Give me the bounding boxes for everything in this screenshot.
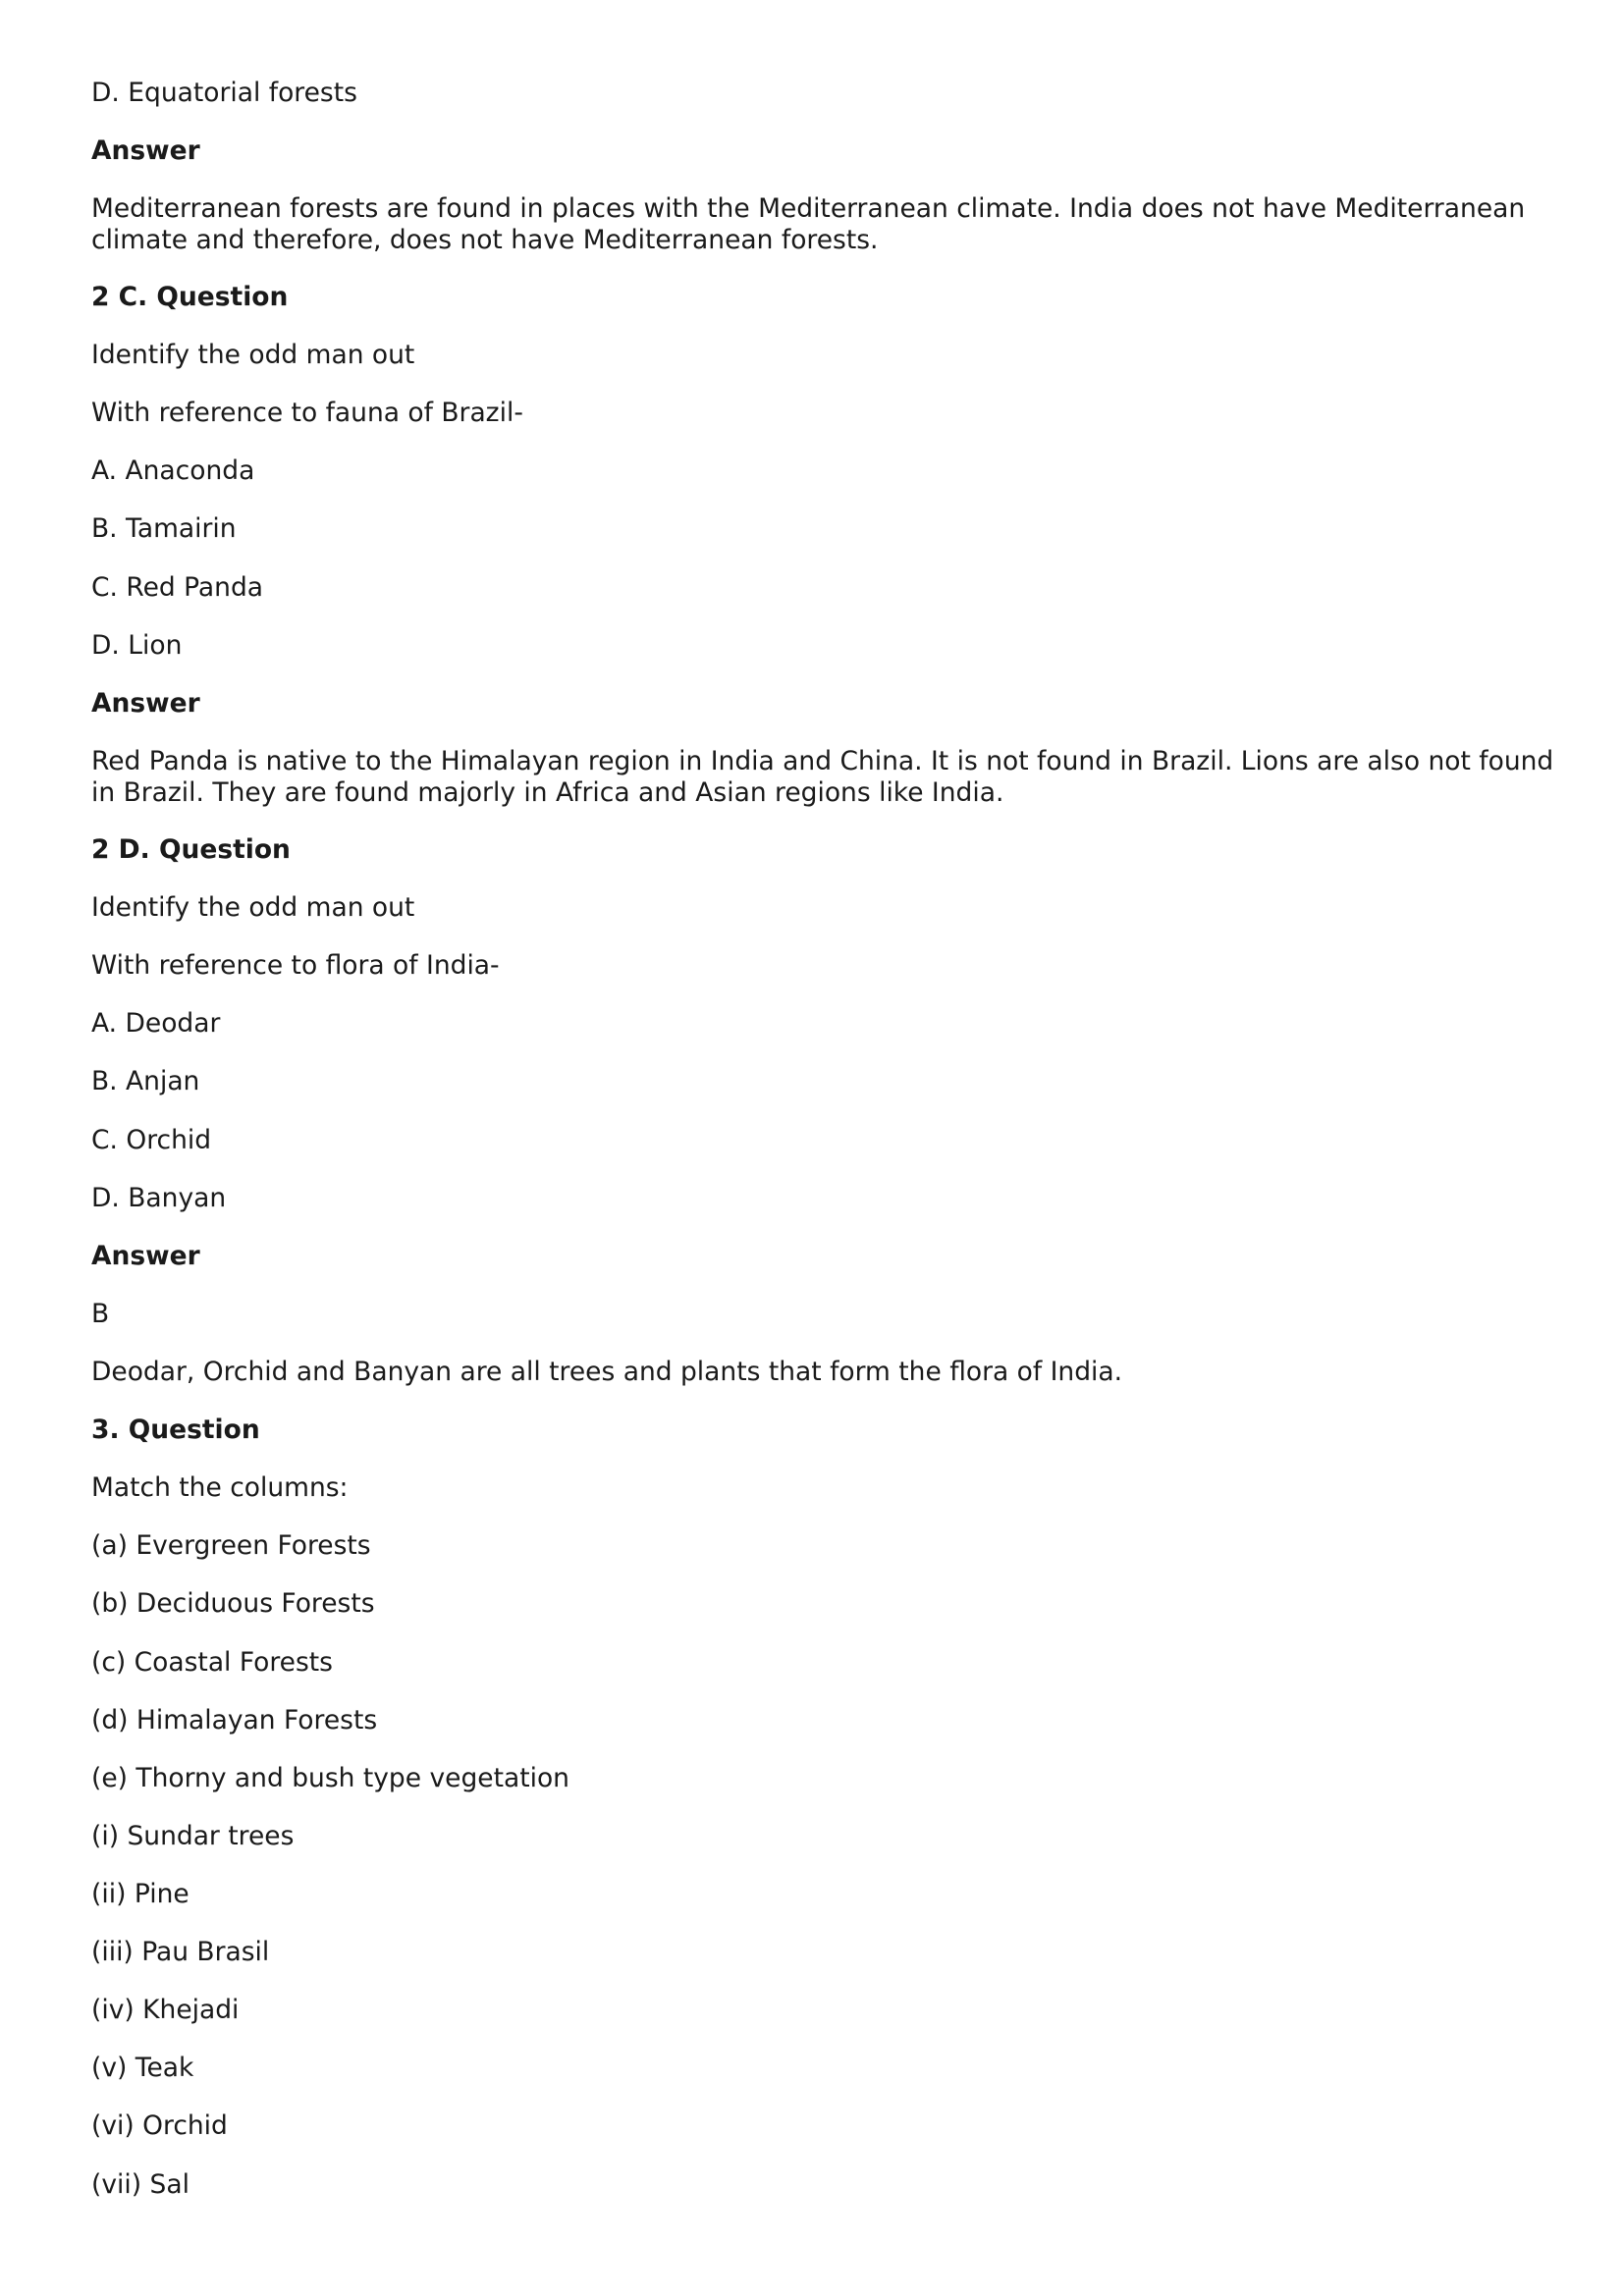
question-heading-3: 3. Question — [91, 1415, 260, 1445]
column-b-item: (iv) Khejadi — [91, 1995, 240, 2025]
question-heading-2c: 2 C. Question — [91, 282, 289, 312]
column-b-item: (vii) Sal — [91, 2169, 189, 2200]
question-heading-2d: 2 D. Question — [91, 834, 291, 865]
column-a-item: (e) Thorny and bush type vegetation — [91, 1763, 569, 1793]
column-b-item: (ii) Pine — [91, 1879, 189, 1909]
column-b-item: (iii) Pau Brasil — [91, 1937, 270, 1967]
answer-value: B — [91, 1299, 110, 1329]
option-a: A. Anaconda — [91, 455, 255, 486]
answer-text-red-panda: Red Panda is native to the Himalayan region in India and China. It is not found in Brazil. Lions are also not found in Brazil. They are found majorly in Africa and Asian regions like India. — [91, 746, 1554, 808]
option-d-equatorial: D. Equatorial forests — [91, 78, 357, 108]
column-b-item: (i) Sundar trees — [91, 1821, 295, 1851]
answer-text-mediterranean: Mediterranean forests are found in places with the Mediterranean climate. India does not have Mediterranean climate and therefore, does not have Mediterranean forests. — [91, 193, 1526, 255]
column-b-item: (vi) Orchid — [91, 2110, 228, 2141]
answer-heading: Answer — [91, 135, 200, 166]
option-d: D. Lion — [91, 630, 183, 661]
question-prompt: Identify the odd man out — [91, 892, 415, 923]
column-a-item: (d) Himalayan Forests — [91, 1705, 378, 1735]
question-prompt: Match the columns: — [91, 1472, 349, 1503]
question-prompt: Identify the odd man out — [91, 340, 415, 370]
answer-heading: Answer — [91, 688, 200, 719]
answer-explanation: Deodar, Orchid and Banyan are all trees and plants that form the flora of India. — [91, 1357, 1123, 1387]
question-context: With reference to fauna of Brazil- — [91, 398, 523, 428]
option-b: B. Anjan — [91, 1066, 200, 1096]
column-b-item: (v) Teak — [91, 2053, 194, 2083]
option-d: D. Banyan — [91, 1183, 227, 1213]
question-context: With reference to flora of India- — [91, 950, 500, 981]
answer-heading: Answer — [91, 1241, 200, 1271]
option-c: C. Red Panda — [91, 572, 264, 603]
option-c: C. Orchid — [91, 1125, 212, 1155]
column-a-item: (b) Deciduous Forests — [91, 1588, 375, 1619]
option-a: A. Deodar — [91, 1008, 221, 1039]
option-b: B. Tamairin — [91, 513, 237, 544]
column-a-item: (c) Coastal Forests — [91, 1647, 333, 1678]
column-a-item: (a) Evergreen Forests — [91, 1530, 371, 1561]
